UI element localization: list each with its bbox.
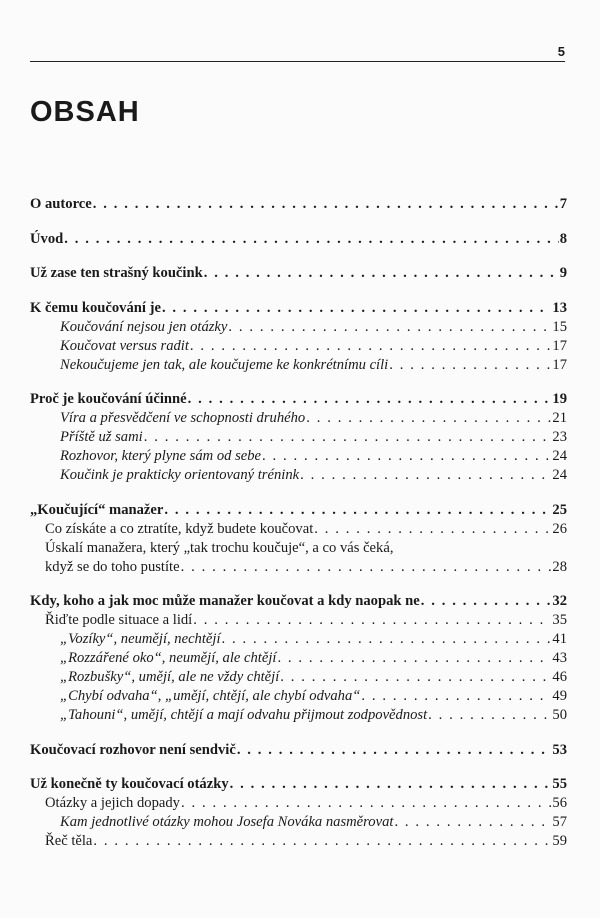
toc-subsection: „Chybí odvaha“, „umějí, chtějí, ale chybí odvaha“ . . . 49: [30, 687, 567, 706]
toc-subsection: Rozhovor, který plyne sám od sebe . . . 24: [30, 447, 567, 466]
toc-subsection: „Vozíky“, neumějí, nechtějí . . . 41: [30, 630, 567, 649]
toc-subsection: Příště už sami . . . 23: [30, 428, 567, 447]
toc-subsection: Koučovat versus radit . . . 17: [30, 337, 567, 356]
toc-chapter: Kdy, koho a jak moc může manažer koučovat a kdy naopak ne . . . 32: [30, 592, 567, 611]
toc-chapter: „Koučující“ manažer . . . 25: [30, 501, 567, 520]
toc-subsection: „Tahouni“, umějí, chtějí a mají odvahu přijmout zodpovědnost . . . 50: [30, 706, 567, 725]
toc-section-line: Úskalí manažera, který „tak trochu koučuje“, a co vás čeká,: [45, 539, 394, 556]
toc-subsection: Nekoučujeme jen tak, ale koučujeme ke konkrétnímu cíli . . . 17: [30, 356, 567, 375]
toc-chapter: Koučovací rozhovor není sendvič . . . 53: [30, 741, 567, 760]
toc-chapter: O autorce . . . 7: [30, 195, 567, 214]
toc-section: Řeč těla . . . 59: [30, 832, 567, 851]
toc-chapter: K čemu koučování je . . . 13: [30, 299, 567, 318]
table-of-contents: [30, 195, 567, 851]
toc-subsection: „Rozbušky“, umějí, ale ne vždy chtějí . . . 46: [30, 668, 567, 687]
toc-chapter: Už zase ten strašný koučink . . . 9: [30, 264, 567, 283]
toc-section: Řiďte podle situace a lidí . . . 35: [30, 611, 567, 630]
toc-subsection: Kam jednotlivé otázky mohou Josefa Nováka nasměrovat . . . 57: [30, 813, 567, 832]
toc-section: Co získáte a co ztratíte, když budete koučovat . . . 26: [30, 520, 567, 539]
toc-subsection: Koučink je prakticky orientovaný trénink . . . 24: [30, 466, 567, 485]
page-title: OBSAH: [30, 96, 140, 128]
toc-section: když se do toho pustíte . . . 28: [30, 558, 567, 577]
toc-chapter: Proč je koučování účinné . . . 19: [30, 390, 567, 409]
toc-chapter: Úvod . . . 8: [30, 230, 567, 249]
header-rule: [30, 61, 565, 62]
toc-subsection: Koučování nejsou jen otázky . . . 15: [30, 318, 567, 337]
toc-section: Otázky a jejich dopady . . . 56: [30, 794, 567, 813]
toc-subsection: Víra a přesvědčení ve schopnosti druhého . . . 21: [30, 409, 567, 428]
toc-subsection: „Rozzářené oko“, neumějí, ale chtějí . . . 43: [30, 649, 567, 668]
toc-chapter: Už konečně ty koučovací otázky . . . 55: [30, 775, 567, 794]
page-number: 5: [557, 44, 565, 59]
